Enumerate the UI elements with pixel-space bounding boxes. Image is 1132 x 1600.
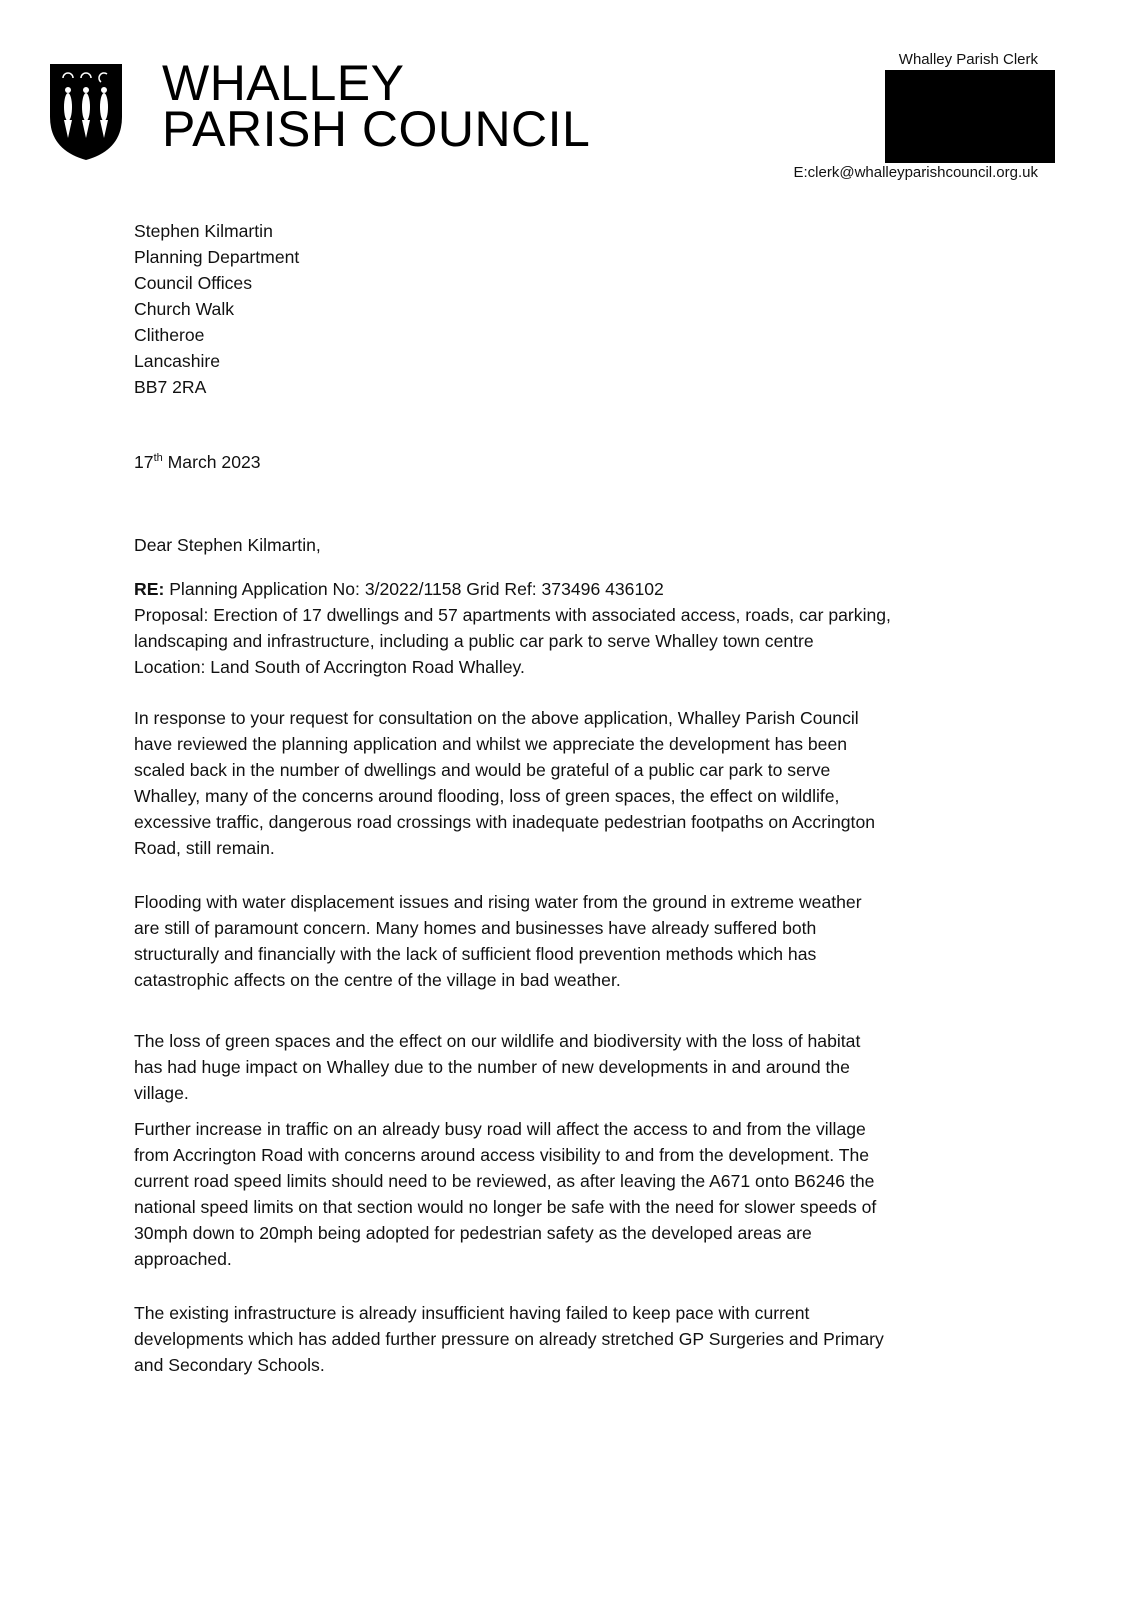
text-line: has had huge impact on Whalley due to the number of new developments in and around the xyxy=(134,1057,850,1077)
text-line: The loss of green spaces and the effect on our wildlife and biodiversity with the loss of habitat xyxy=(134,1031,861,1051)
text-line: scaled back in the number of dwellings and would be grateful of a public car park to serve xyxy=(134,760,831,780)
paragraph-2 xyxy=(134,889,862,993)
text-line: approached. xyxy=(134,1249,232,1269)
council-name-line2: PARISH COUNCIL xyxy=(162,101,591,157)
text-line: and Secondary Schools. xyxy=(134,1355,325,1375)
text-line: village. xyxy=(134,1083,189,1103)
recipient-address xyxy=(134,218,299,400)
re-label: RE: xyxy=(134,579,165,599)
text-line: national speed limits on that section would no longer be safe with the need for slower speeds of xyxy=(134,1197,877,1217)
text-line: Road, still remain. xyxy=(134,838,275,858)
text-line: current road speed limits should need to be reviewed, as after leaving the A671 onto B6246 the xyxy=(134,1171,875,1191)
text-line: BB7 2RA xyxy=(134,377,207,397)
text-line: Stephen Kilmartin xyxy=(134,221,273,241)
salutation: Dear Stephen Kilmartin, xyxy=(134,535,321,555)
re-location: Location: Land South of Accrington Road Whalley. xyxy=(134,657,525,677)
clerk-email: E:clerk@whalleyparishcouncil.org.uk xyxy=(793,164,1038,181)
redacted-box xyxy=(885,70,1055,163)
paragraph-4 xyxy=(134,1116,876,1272)
text-line: are still of paramount concern. Many homes and businesses have already suffered both xyxy=(134,918,817,938)
paragraph-5 xyxy=(134,1300,884,1378)
text-line: catastrophic affects on the centre of the village in bad weather. xyxy=(134,970,621,990)
subject-line xyxy=(134,576,891,602)
text-line: 30mph down to 20mph being adopted for pedestrian safety as the developed areas are xyxy=(134,1223,812,1243)
paragraph-1 xyxy=(134,705,875,861)
text-line: Council Offices xyxy=(134,273,252,293)
subject-block xyxy=(134,576,891,680)
text-line: Planning Department xyxy=(134,247,300,267)
text-line: In response to your request for consultation on the above application, Whalley Parish Council xyxy=(134,708,859,728)
letter-date xyxy=(134,445,261,475)
text-line: developments which has added further pressure on already stretched GP Surgeries and Primary xyxy=(134,1329,884,1349)
text-line: Flooding with water displacement issues and rising water from the ground in extreme weather xyxy=(134,892,862,912)
text-line: structurally and financially with the lack of sufficient flood prevention methods which has xyxy=(134,944,817,964)
text-line: Whalley, many of the concerns around flooding, loss of green spaces, the effect on wildlife, xyxy=(134,786,840,806)
text-line: from Accrington Road with concerns around access visibility to and from the development. The xyxy=(134,1145,870,1165)
text-line: Further increase in traffic on an already busy road will affect the access to and from the village xyxy=(134,1119,866,1139)
text-line: excessive traffic, dangerous road crossings with inadequate pedestrian footpaths on Accrington xyxy=(134,812,876,832)
re-line1: Planning Application No: 3/2022/1158 Grid Ref: 373496 436102 xyxy=(164,579,664,599)
paragraph-3 xyxy=(134,1028,860,1106)
council-crest-logo xyxy=(48,62,124,162)
re-proposal-1: Proposal: Erection of 17 dwellings and 57 apartments with associated access, roads, car parking, xyxy=(134,605,891,625)
text-line: Clitheroe xyxy=(134,325,205,345)
date-suffix: th xyxy=(153,452,163,464)
council-name xyxy=(162,55,591,157)
text-line: have reviewed the planning application and whilst we appreciate the development has been xyxy=(134,734,848,754)
re-proposal-2: landscaping and infrastructure, including a public car park to serve Whalley town centre xyxy=(134,631,814,651)
text-line: Church Walk xyxy=(134,299,235,319)
text-line: The existing infrastructure is already insufficient having failed to keep pace with current xyxy=(134,1303,810,1323)
text-line: Lancashire xyxy=(134,351,221,371)
date-rest: March 2023 xyxy=(162,451,261,472)
council-name-line1: WHALLEY xyxy=(162,55,405,111)
date-day: 17 xyxy=(134,451,154,472)
clerk-label: Whalley Parish Clerk xyxy=(898,51,1038,68)
